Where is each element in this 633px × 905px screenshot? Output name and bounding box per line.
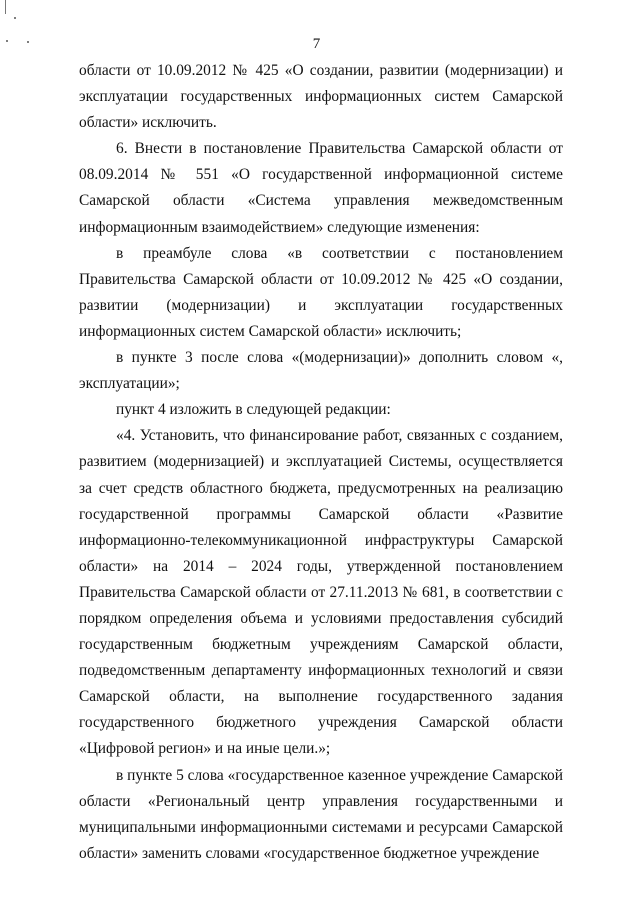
paragraph: в пункте 3 после слова «(модернизации)» дополнить словом «, эксплуатации»; [79,349,563,393]
paragraph: в преамбуле слова «в соответствии с постановлением Правительства Самарской области от 10.09.2012 № 425 «О создании, развитии (модернизации) и эксплуатации государственных информационных систем Самарской области» исключить; [79,244,563,340]
document-body [79,58,563,867]
page-number: 7 [312,36,321,52]
paragraph: области от 10.09.2012 № 425 «О создании, развитии (модернизации) и эксплуатации государственных информационных систем Самарской области» исключить. [79,62,563,132]
paragraph: «4. Установить, что финансирование работ, связанных с созданием, развитием (модернизацией) и эксплуатацией Системы, осуществляется за счет средств областного бюджета, предусмотренных на реализацию государственной программы Самарской области «Развитие информационно-телекоммуникационной инфраструктуры Самарской области» на 2014 – 2024 годы, утвержденной постановлением Правительства Самарской области от 27.11.2013 № 681, в соответствии с порядком определения объема и условиями предоставления субсидий государственным бюджетным учреждениям Самарской области, подведомственным департаменту информационных технологий и связи Самарской области, на выполнение государственного задания государственного бюджетного учреждения Самарской области «Цифровой регион» и на иные цели.»; [79,427,563,758]
paragraph: пункт 4 изложить в следующей редакции: [116,401,391,419]
scan-margin-mark [14,17,16,19]
paragraph: 6. Внести в постановление Правительства Самарской области от 08.09.2014 № 551 «О государственной информационной системе Самарской области «Система управления межведомственным информационным взаимодействием» следующие изменения: [79,140,563,236]
paragraph: в пункте 5 слова «государственное казенное учреждение Самарской области «Региональный центр управления государственными и муниципальными информационными системами и ресурсами Самарской области» заменить словами «государственное бюджетное учреждение [79,766,563,862]
scan-margin-mark [5,0,6,14]
